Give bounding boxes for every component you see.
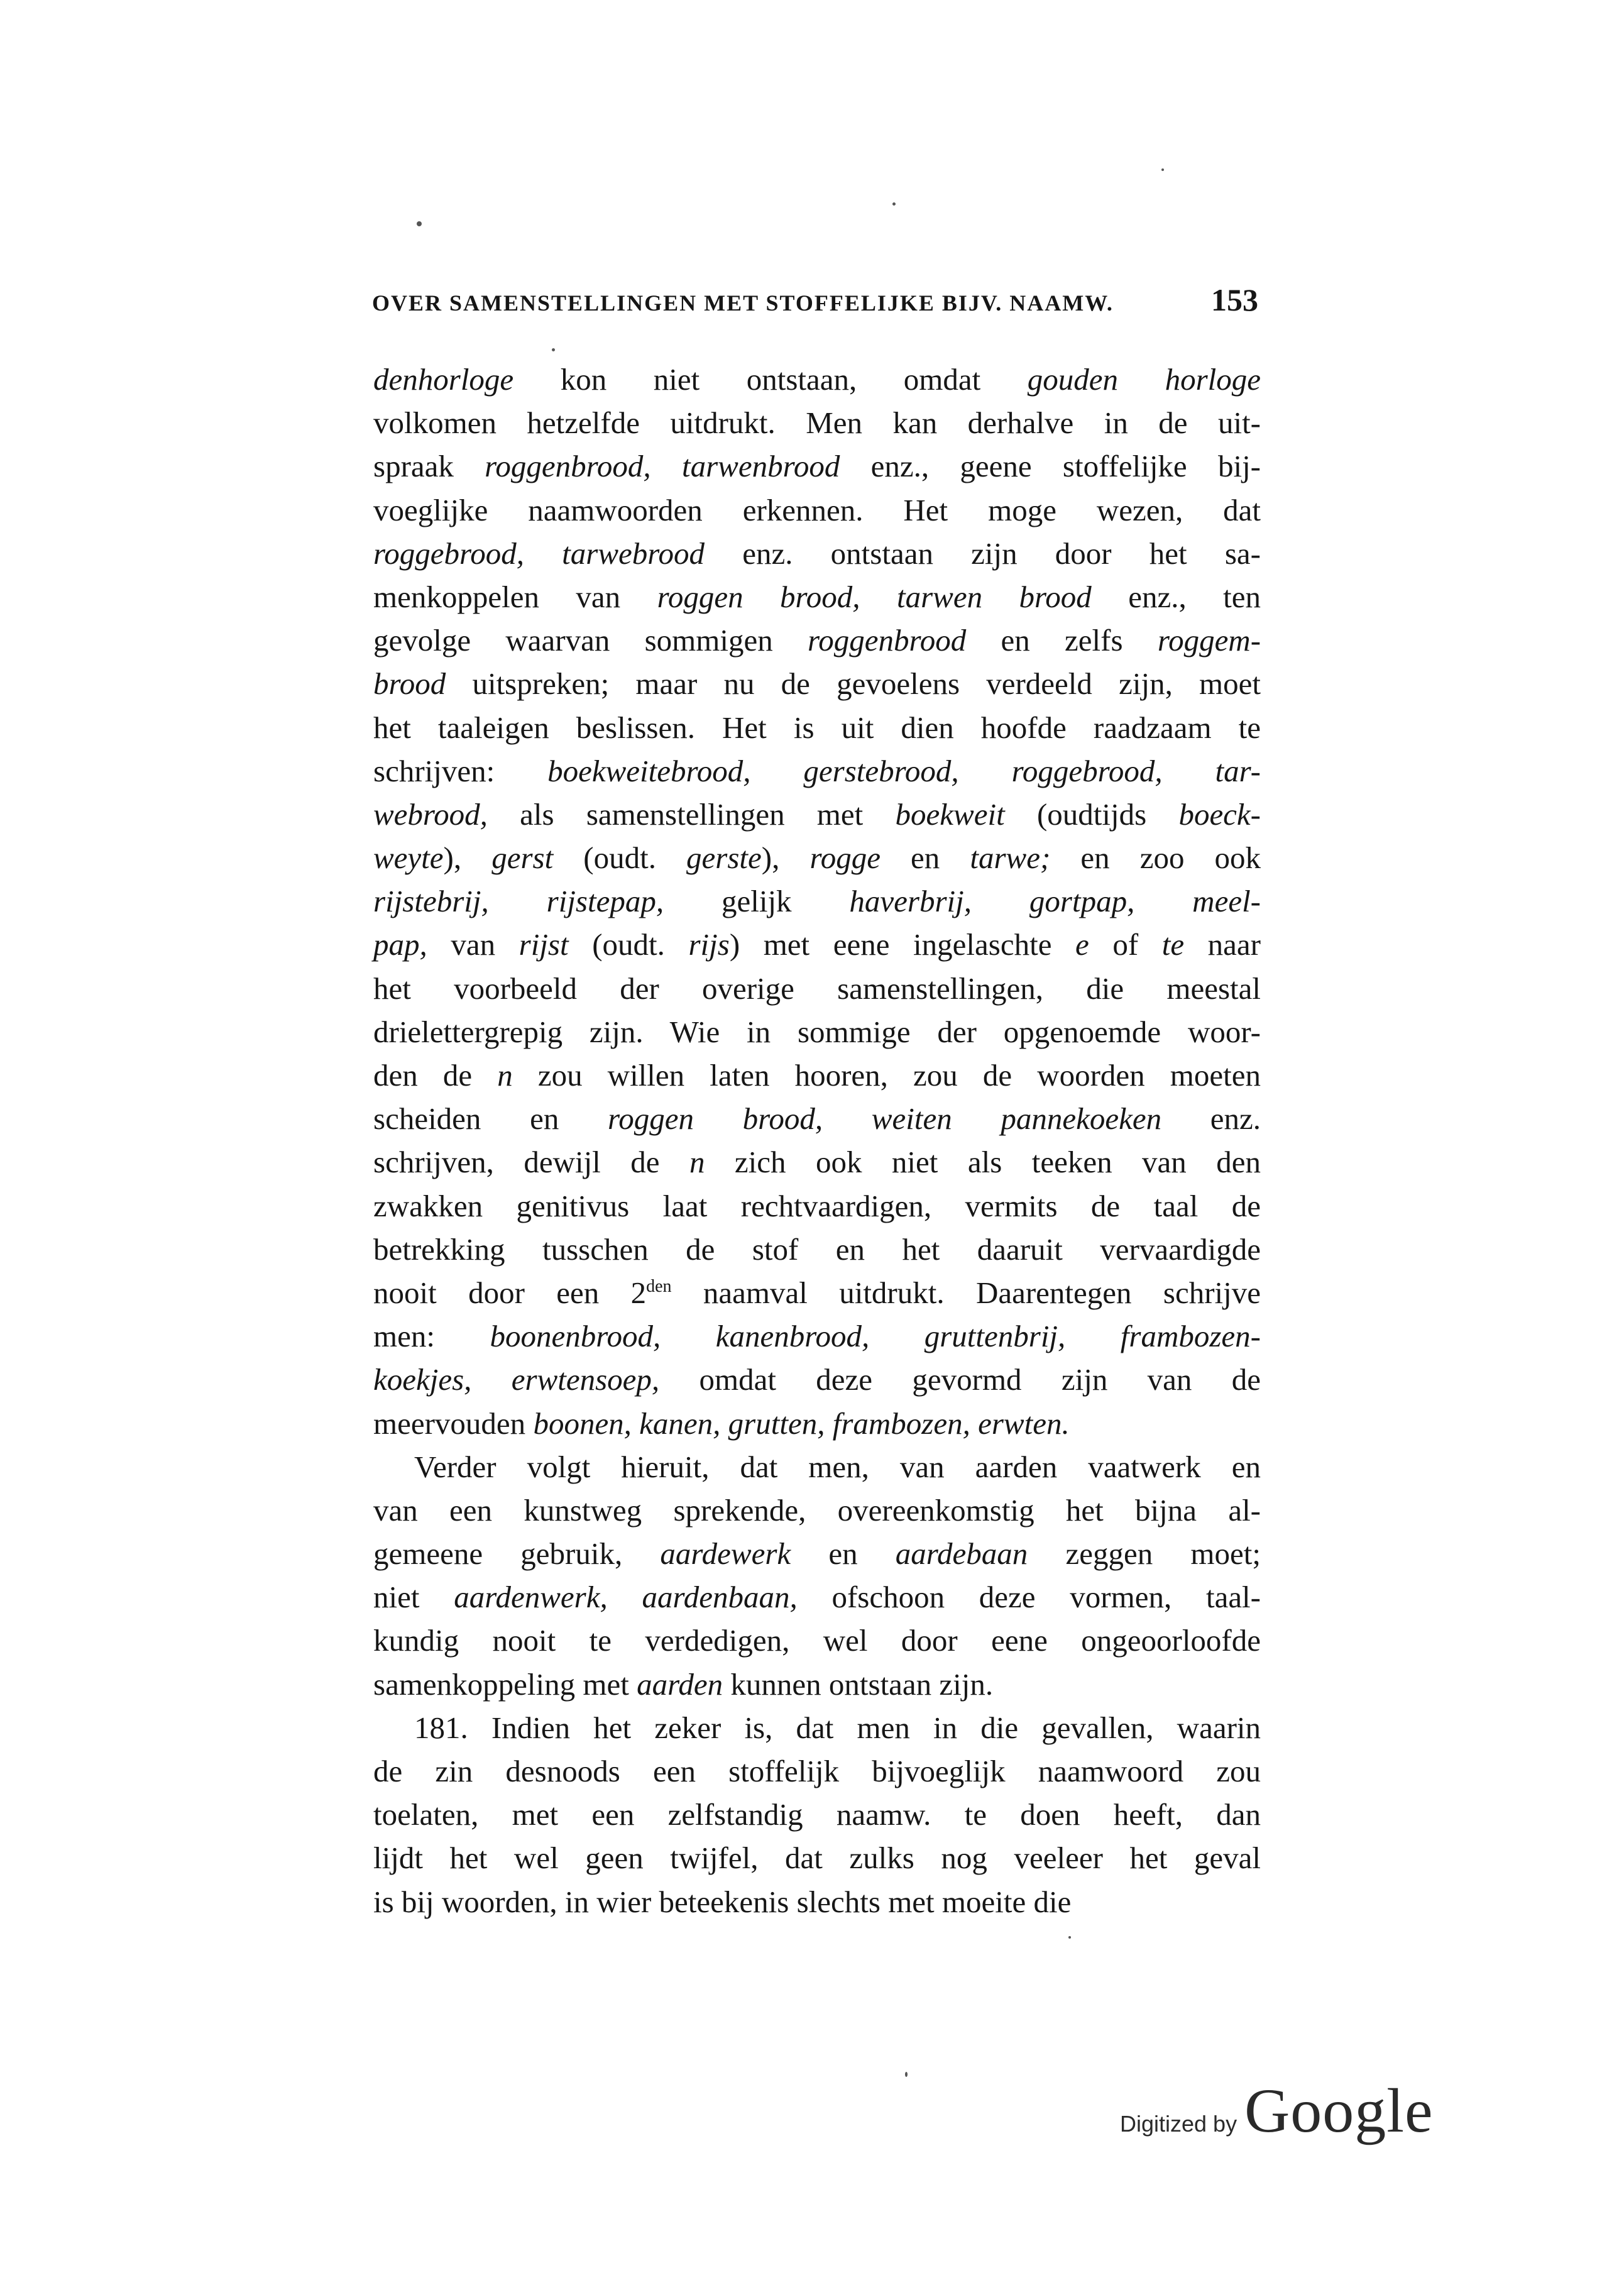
- italic-term: boonen, kanen, grutten, frambozen, erwten.: [533, 1406, 1070, 1441]
- italic-term: roggem-: [1157, 623, 1261, 658]
- text-run: schrijven:: [373, 753, 548, 788]
- text-line: [373, 749, 1261, 793]
- text-run: menkoppelen van: [373, 579, 657, 614]
- text-run: nooit door een 2: [373, 1275, 647, 1310]
- text-line: [373, 1140, 1261, 1184]
- text-run: meervouden: [373, 1406, 534, 1441]
- text-line: [373, 619, 1261, 662]
- text-run: ofschoon deze vormen, taal-: [797, 1580, 1261, 1615]
- text-run: het taaleigen beslissen. Het is uit dien hoofde raadzaam te: [373, 710, 1261, 745]
- text-run: (oudtijds: [1004, 796, 1179, 832]
- text-run: omdat deze gevormd zijn van de: [659, 1362, 1261, 1397]
- body-text: [373, 358, 1261, 1924]
- italic-term: aardebaan: [895, 1536, 1028, 1572]
- text-run: gevolge waarvan sommigen: [373, 623, 808, 658]
- text-line: [373, 1097, 1261, 1140]
- italic-term: gouden horloge: [1027, 362, 1261, 397]
- running-title: OVER SAMENSTELLINGEN MET STOFFELIJKE BIJV. NAAMW.: [372, 290, 1114, 316]
- text-line: [373, 1489, 1261, 1532]
- italic-term: boekweit: [895, 796, 1005, 832]
- scan-speck: [905, 2072, 908, 2077]
- italic-term: te: [1161, 927, 1185, 962]
- text-run: (oudt.: [568, 927, 689, 962]
- text-run: zeggen moet;: [1028, 1536, 1261, 1572]
- text-run: de zin desnoods een stoffelijk bijvoeglijk naamwoord zou: [373, 1754, 1261, 1788]
- text-run: Verder volgt hieruit, dat men, van aarden vaatwerk en: [414, 1449, 1261, 1484]
- text-run: ) met eene ingelaschte: [729, 927, 1076, 962]
- text-run: voeglijke naamwoorden erkennen. Het moge wezen, dat: [373, 492, 1261, 527]
- page-number: 153: [1211, 282, 1258, 317]
- text-line: [373, 1358, 1261, 1401]
- text-line: [373, 1445, 1261, 1489]
- text-line: [373, 401, 1261, 444]
- text-run: lijdt het wel geen twijfel, dat zulks nog veeleer het geval: [373, 1841, 1261, 1876]
- text-run: naamval uitdrukt. Daarentegen schrijve: [671, 1275, 1261, 1310]
- text-line: [373, 1402, 1261, 1445]
- text-run: kunnen ontstaan zijn.: [723, 1666, 994, 1702]
- scan-speck: [417, 221, 422, 226]
- text-line: [373, 1010, 1261, 1054]
- text-run: en zoo ook: [1050, 840, 1261, 876]
- text-line: [373, 575, 1261, 619]
- text-line: [373, 488, 1261, 532]
- digitized-by-label: Digitized by: [1120, 2111, 1237, 2137]
- text-line: [373, 1184, 1261, 1228]
- text-run: zou willen laten hooren, zou de woorden moeten: [512, 1058, 1261, 1093]
- italic-term: rijstebrij, rijstepap,: [373, 884, 664, 919]
- text-run: niet: [373, 1580, 454, 1615]
- italic-term: rogge: [809, 840, 881, 876]
- italic-term: koekjes, erwtensoep,: [373, 1362, 660, 1397]
- italic-term: gerste: [686, 840, 762, 876]
- text-run: toelaten, met een zelfstandig naamw. te doen heeft, dan: [373, 1797, 1261, 1832]
- text-run: van een kunstweg sprekende, overeenkomstig het bijna al-: [373, 1492, 1261, 1528]
- text-line: [373, 1880, 1261, 1924]
- text-run: kundig nooit te verdedigen, wel door eene ongeoorloofde: [373, 1623, 1261, 1658]
- text-run: zich ook niet als teeken van den: [705, 1145, 1261, 1180]
- running-header: [372, 282, 1258, 318]
- italic-term: roggenbrood: [808, 623, 967, 658]
- text-run: samenkoppeling met: [373, 1666, 637, 1702]
- text-run: en zelfs: [966, 623, 1158, 658]
- italic-term: tarwe;: [970, 840, 1051, 876]
- italic-term: n: [689, 1145, 705, 1180]
- italic-term: rijs: [688, 927, 730, 962]
- text-run: (oudt.: [553, 840, 687, 876]
- italic-term: denhorloge: [373, 362, 514, 397]
- italic-term: aarden: [637, 1666, 723, 1702]
- italic-term: roggenbrood, tarwenbrood: [485, 449, 840, 484]
- text-run: van: [427, 927, 519, 962]
- text-line: [373, 1793, 1261, 1836]
- text-run: ),: [443, 840, 492, 876]
- italic-term: haverbrij, gortpap, meel-: [849, 884, 1261, 919]
- italic-term: boekweitebrood, gerstebrood, roggebrood, tar-: [547, 753, 1261, 788]
- text-line: [373, 662, 1261, 705]
- text-run: enz., geene stoffelijke bij-: [840, 449, 1261, 484]
- text-run: uitspreken; maar nu de gevoelens verdeeld zijn, moet: [446, 666, 1261, 702]
- text-line: [373, 1054, 1261, 1097]
- text-line: [373, 879, 1261, 923]
- italic-term: e: [1075, 927, 1089, 962]
- italic-term: roggen brood, weiten pannekoeken: [607, 1101, 1162, 1137]
- text-run: 181. Indien het zeker is, dat men in die gevallen, waarin: [414, 1710, 1261, 1745]
- text-run: spraak: [373, 449, 485, 484]
- italic-term: weyte: [373, 840, 444, 876]
- text-run: men:: [373, 1319, 490, 1354]
- text-line: [373, 1749, 1261, 1793]
- text-line: [373, 1532, 1261, 1575]
- google-wordmark: Google: [1244, 2076, 1434, 2145]
- text-run: naar: [1184, 927, 1261, 962]
- superscript: den: [646, 1276, 672, 1296]
- italic-term: aardewerk: [660, 1536, 791, 1572]
- text-run: enz. ontstaan zijn door het sa-: [705, 536, 1261, 571]
- text-line: [373, 532, 1261, 575]
- digitized-stamp: [1120, 2074, 1433, 2147]
- text-line: [373, 1575, 1261, 1619]
- text-line: [373, 1314, 1261, 1358]
- text-run: gemeene gebruik,: [373, 1536, 661, 1572]
- text-run: schrijven, dewijl de: [373, 1145, 689, 1180]
- text-line: [373, 358, 1261, 401]
- italic-term: boonenbrood, kanenbrood, gruttenbrij, frambozen-: [490, 1319, 1261, 1354]
- italic-term: brood: [373, 666, 446, 702]
- text-line: [373, 1706, 1261, 1749]
- text-line: [373, 793, 1261, 836]
- text-run: of: [1089, 927, 1162, 962]
- scan-speck: [892, 202, 896, 206]
- text-run: scheiden en: [373, 1101, 608, 1137]
- text-line: [373, 1619, 1261, 1662]
- scan-speck: [552, 348, 555, 351]
- text-line: [373, 1663, 1261, 1706]
- text-run: drielettergrepig zijn. Wie in sommige der opgenoemde woor-: [373, 1014, 1261, 1049]
- text-line: [373, 967, 1261, 1010]
- text-line: [373, 706, 1261, 749]
- text-line: [373, 444, 1261, 488]
- text-run: en: [791, 1536, 896, 1572]
- italic-term: pap,: [373, 927, 427, 962]
- italic-term: webrood,: [373, 796, 488, 832]
- text-run: gelijk: [664, 884, 850, 919]
- text-run: betrekking tusschen de stof en het daaruit vervaardigde: [373, 1231, 1261, 1267]
- text-run: als samenstellingen met: [487, 796, 896, 832]
- scan-speck: [1161, 168, 1164, 171]
- text-run: kon niet ontstaan, omdat: [513, 362, 1028, 397]
- text-line: [373, 1836, 1261, 1880]
- italic-term: aardenwerk, aardenbaan,: [454, 1580, 798, 1615]
- italic-term: n: [497, 1058, 513, 1093]
- italic-term: roggen brood, tarwen brood: [657, 579, 1092, 614]
- italic-term: rijst: [518, 927, 569, 962]
- text-run: enz., ten: [1091, 579, 1261, 614]
- text-run: is bij woorden, in wier beteekenis slechts met moeite die: [373, 1884, 1072, 1919]
- italic-term: roggebrood, tarwebrood: [373, 536, 705, 571]
- italic-term: boeck-: [1178, 796, 1261, 832]
- text-line: [373, 923, 1261, 966]
- text-run: volkomen hetzelfde uitdrukt. Men kan derhalve in de uit-: [373, 405, 1261, 441]
- text-run: zwakken genitivus laat rechtvaardigen, vermits de taal de: [373, 1188, 1261, 1223]
- italic-term: gerst: [491, 840, 554, 876]
- text-line: [373, 1228, 1261, 1271]
- text-run: het voorbeeld der overige samenstellingen, die meestal: [373, 971, 1261, 1006]
- scan-speck: [1068, 1936, 1071, 1939]
- text-run: en: [880, 840, 970, 876]
- text-run: den de: [373, 1058, 498, 1093]
- text-run: ),: [761, 840, 810, 876]
- text-run: enz.: [1161, 1101, 1261, 1137]
- text-line: [373, 1271, 1261, 1314]
- text-line: [373, 836, 1261, 879]
